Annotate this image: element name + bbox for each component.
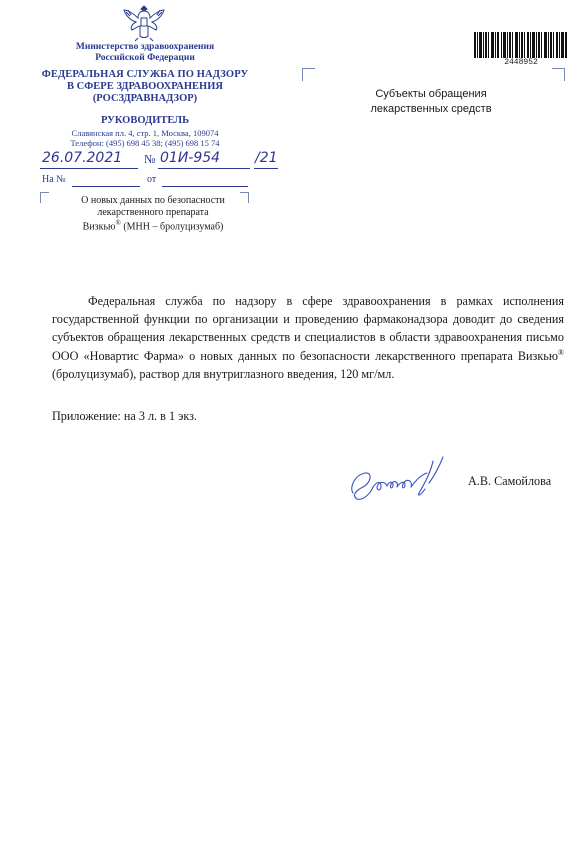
handwritten-number: 01И-954 bbox=[160, 150, 221, 166]
recipient-corner-left bbox=[302, 68, 315, 81]
reference-number-label: На № bbox=[42, 174, 66, 185]
recipient-line2: лекарственных средств bbox=[370, 102, 492, 115]
body-paragraph: Федеральная служба по надзору в сфере здравоохранения в рамках исполнения государственной функции по организации и проведению фармаконадзора доводит до сведения субъектов обращения лекарственных средств и специалистов в области здравоохранения письмо ООО «Новартис Фарма» о новых данных по безопасности лекарственного препарата Визкью® (бролуцизумаб), раствор для внутриглазного введения, 120 мг/мл. bbox=[52, 294, 564, 381]
handwritten-suffix: /21 bbox=[255, 150, 278, 166]
recipient bbox=[356, 87, 506, 117]
recipient-corner-right bbox=[552, 68, 565, 81]
eagle-emblem-icon bbox=[122, 2, 166, 42]
address: Славянская пл. 4, стр. 1, Москва, 109074 bbox=[71, 128, 219, 138]
ministry-country: Российской Федерации bbox=[95, 53, 195, 63]
recipient-line1: Субъекты обращения bbox=[375, 88, 487, 100]
barcode-number: 2448952 bbox=[504, 58, 538, 67]
attachment-note: Приложение: на 3 л. в 1 экз. bbox=[52, 409, 197, 423]
ministry-name: Министерство здравоохранения bbox=[75, 42, 215, 52]
phone: Телефон: (495) 698 45 38; (495) 698 15 74 bbox=[70, 138, 220, 148]
handwritten-signature bbox=[347, 453, 467, 503]
agency-abbreviation: (РОСЗДРАВНАДЗОР) bbox=[92, 93, 198, 104]
signer-name: А.В. Самойлова bbox=[468, 474, 552, 488]
position-title: РУКОВОДИТЕЛЬ bbox=[100, 115, 190, 126]
subject-line2: лекарственного препарата bbox=[97, 206, 209, 218]
reference-date-label: от bbox=[147, 174, 157, 185]
barcode bbox=[474, 32, 568, 58]
number-sign: № bbox=[144, 152, 156, 166]
agency-name-line2: В СФЕРЕ ЗДРАВООХРАНЕНИЯ bbox=[67, 81, 223, 92]
agency-name-line1: ФЕДЕРАЛЬНАЯ СЛУЖБА ПО НАДЗОРУ bbox=[41, 69, 249, 80]
subject-line3: Визкью® (МНН – бролуцизумаб) bbox=[82, 218, 224, 232]
handwritten-date: 26.07.2021 bbox=[42, 150, 123, 166]
subject-line1: О новых данных по безопасности bbox=[81, 195, 225, 206]
subject bbox=[48, 195, 258, 233]
